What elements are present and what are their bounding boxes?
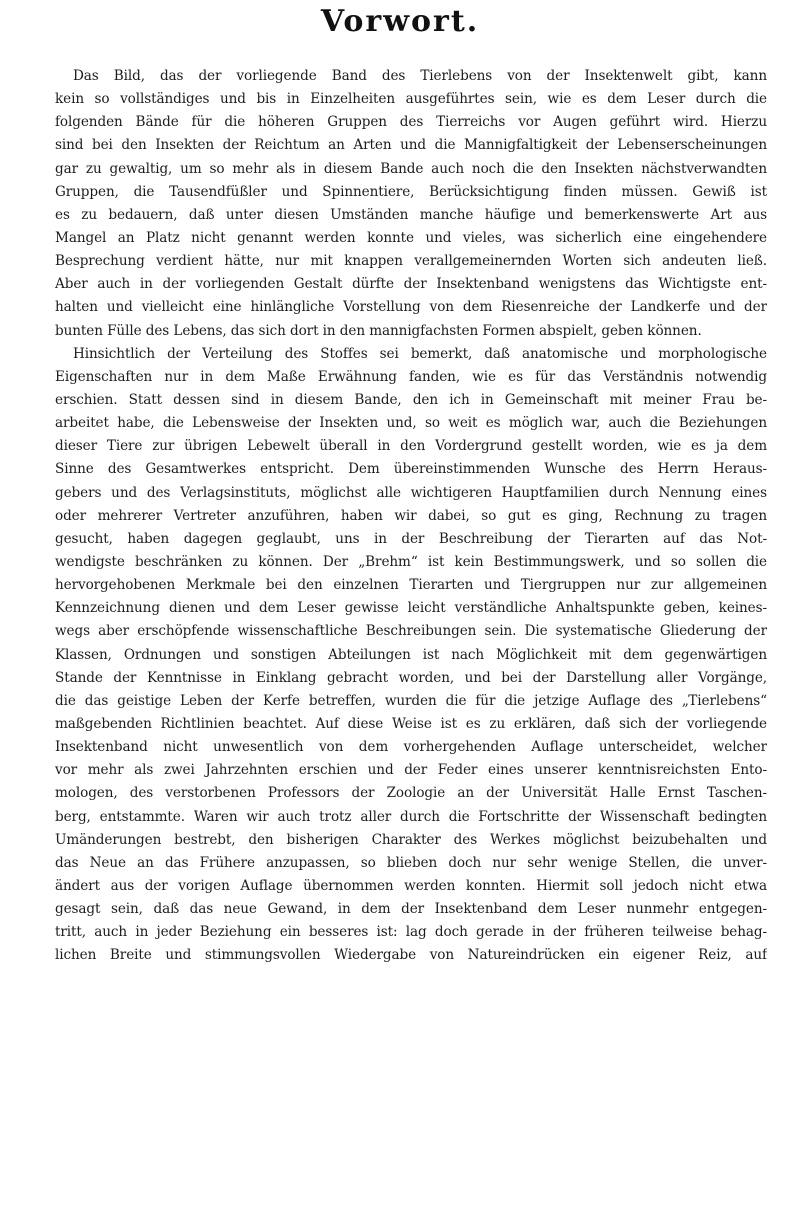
text-line: tritt, auch in jeder Beziehung ein besseres ist: lag doch gerade in der früheren teilweise behag- <box>55 924 767 941</box>
text-line: es zu bedauern, daß unter diesen Umständen manche häufige und bemerkenswerte Art aus <box>55 206 767 223</box>
text-line: Eigenschaften nur in dem Maße Erwähnung fanden, wie es für das Verständnis notwendig <box>55 368 767 385</box>
text-line: berg, entstammte. Waren wir auch trotz aller durch die Fortschritte der Wissenschaft bedingten <box>55 808 767 825</box>
text-line: folgenden Bände für die höheren Gruppen des Tierreichs vor Augen geführt wird. Hierzu <box>55 114 767 131</box>
text-line: Insektenband nicht unwesentlich von dem vorhergehenden Auflage unterscheidet, welcher <box>55 739 767 756</box>
text-line: Aber auch in der vorliegenden Gestalt dürfte der Insektenband wenigstens das Wichtigste ent- <box>55 276 767 293</box>
text-line: Gruppen, die Tausendfüßler und Spinnentiere, Berücksichtigung finden müssen. Gewiß ist <box>55 183 767 200</box>
text-line: Kennzeichnung dienen und dem Leser gewisse leicht verständliche Anhaltspunkte geben, keines- <box>55 600 767 617</box>
text-line: halten und vielleicht eine hinlängliche Vorstellung von dem Riesenreiche der Landkerfe und der <box>55 299 767 316</box>
text-line: mologen, des verstorbenen Professors der Zoologie an der Universität Halle Ernst Taschen- <box>55 785 767 802</box>
text-line: bunten Fülle des Lebens, das sich dort in den mannigfachsten Formen abspielt, geben können. <box>55 322 702 339</box>
text-line: Umänderungen bestrebt, den bisherigen Charakter des Werkes möglichst beizubehalten und <box>55 831 767 848</box>
text-line: dieser Tiere zur übrigen Lebewelt überall in den Vordergrund gestellt worden, wie es ja dem <box>55 438 767 455</box>
text-line: gebers und des Verlagsinstituts, möglichst alle wichtigeren Hauptfamilien durch Nennung eines <box>55 484 767 501</box>
text-line: gesagt sein, daß das neue Gewand, in dem der Insektenband dem Leser nunmehr entgegen- <box>55 901 767 918</box>
text-line: arbeitet habe, die Lebensweise der Insekten und, so weit es möglich war, auch die Beziehungen <box>55 415 767 432</box>
text-line: Stande der Kenntnisse in Einklang gebracht worden, und bei der Darstellung aller Vorgänge, <box>55 669 767 686</box>
text-line: vor mehr als zwei Jahrzehnten erschien und der Feder eines unserer kenntnisreichsten Ento- <box>55 762 767 779</box>
text-line: Sinne des Gesamtwerkes entspricht. Dem übereinstimmenden Wunsche des Herrn Heraus- <box>55 461 767 478</box>
text-line: Das Bild, das der vorliegende Band des Tierlebens von der Insektenwelt gibt, kann <box>73 68 767 84</box>
text-line: die das geistige Leben der Kerfe betreffen, wurden die für die jetzige Auflage des „Tierlebens“ <box>55 692 767 709</box>
text-line: erschien. Statt dessen sind in diesem Bande, den ich in Gemeinschaft mit meiner Frau be- <box>55 391 767 408</box>
page-title: Vorwort. <box>320 4 480 39</box>
text-line: gesucht, haben dagegen geglaubt, uns in der Beschreibung der Tierarten auf das Not- <box>55 530 767 547</box>
body-text <box>55 65 767 967</box>
text-line: gar zu gewaltig, um so mehr als in diesem Bande auch noch die den Insekten nächstverwandten <box>55 160 767 177</box>
text-line: Mangel an Platz nicht genannt werden konnte und vieles, was sicherlich eine eingehendere <box>55 229 767 246</box>
text-line: kein so vollständiges und bis in Einzelheiten ausgeführtes sein, wie es dem Leser durch die <box>55 91 767 108</box>
text-line: hervorgehobenen Merkmale bei den einzelnen Tierarten und Tiergruppen nur zur allgemeinen <box>55 577 767 594</box>
text-line: Klassen, Ordnungen und sonstigen Abteilungen ist nach Möglichkeit mit dem gegenwärtigen <box>55 646 767 663</box>
text-line: oder mehrerer Vertreter anzuführen, haben wir dabei, so gut es ging, Rechnung zu tragen <box>55 507 767 524</box>
text-line: sind bei den Insekten der Reichtum an Arten und die Mannigfaltigkeit der Lebenserscheinungen <box>55 137 767 154</box>
text-line: Hinsichtlich der Verteilung des Stoffes sei bemerkt, daß anatomische und morphologische <box>73 345 767 362</box>
text-line: maßgebenden Richtlinien beachtet. Auf diese Weise ist es zu erklären, daß sich der vorliegende <box>55 715 767 732</box>
text-line: wegs aber erschöpfende wissenschaftliche Beschreibungen sein. Die systematische Gliederung der <box>55 623 767 640</box>
text-line: wendigste beschränken zu können. Der „Brehm“ ist kein Bestimmungswerk, und so sollen die <box>55 553 767 570</box>
text-line: Besprechung verdient hätte, nur mit knappen verallgemeinernden Worten sich andeuten ließ. <box>55 253 767 270</box>
text-line: das Neue an das Frühere anzupassen, so blieben doch nur sehr wenige Stellen, die unver- <box>55 854 767 871</box>
text-line: lichen Breite und stimmungsvollen Wiedergabe von Natureindrücken ein eigener Reiz, auf <box>55 947 767 964</box>
text-line: ändert aus der vorigen Auflage übernommen werden konnten. Hiermit soll jedoch nicht etwa <box>55 877 767 894</box>
